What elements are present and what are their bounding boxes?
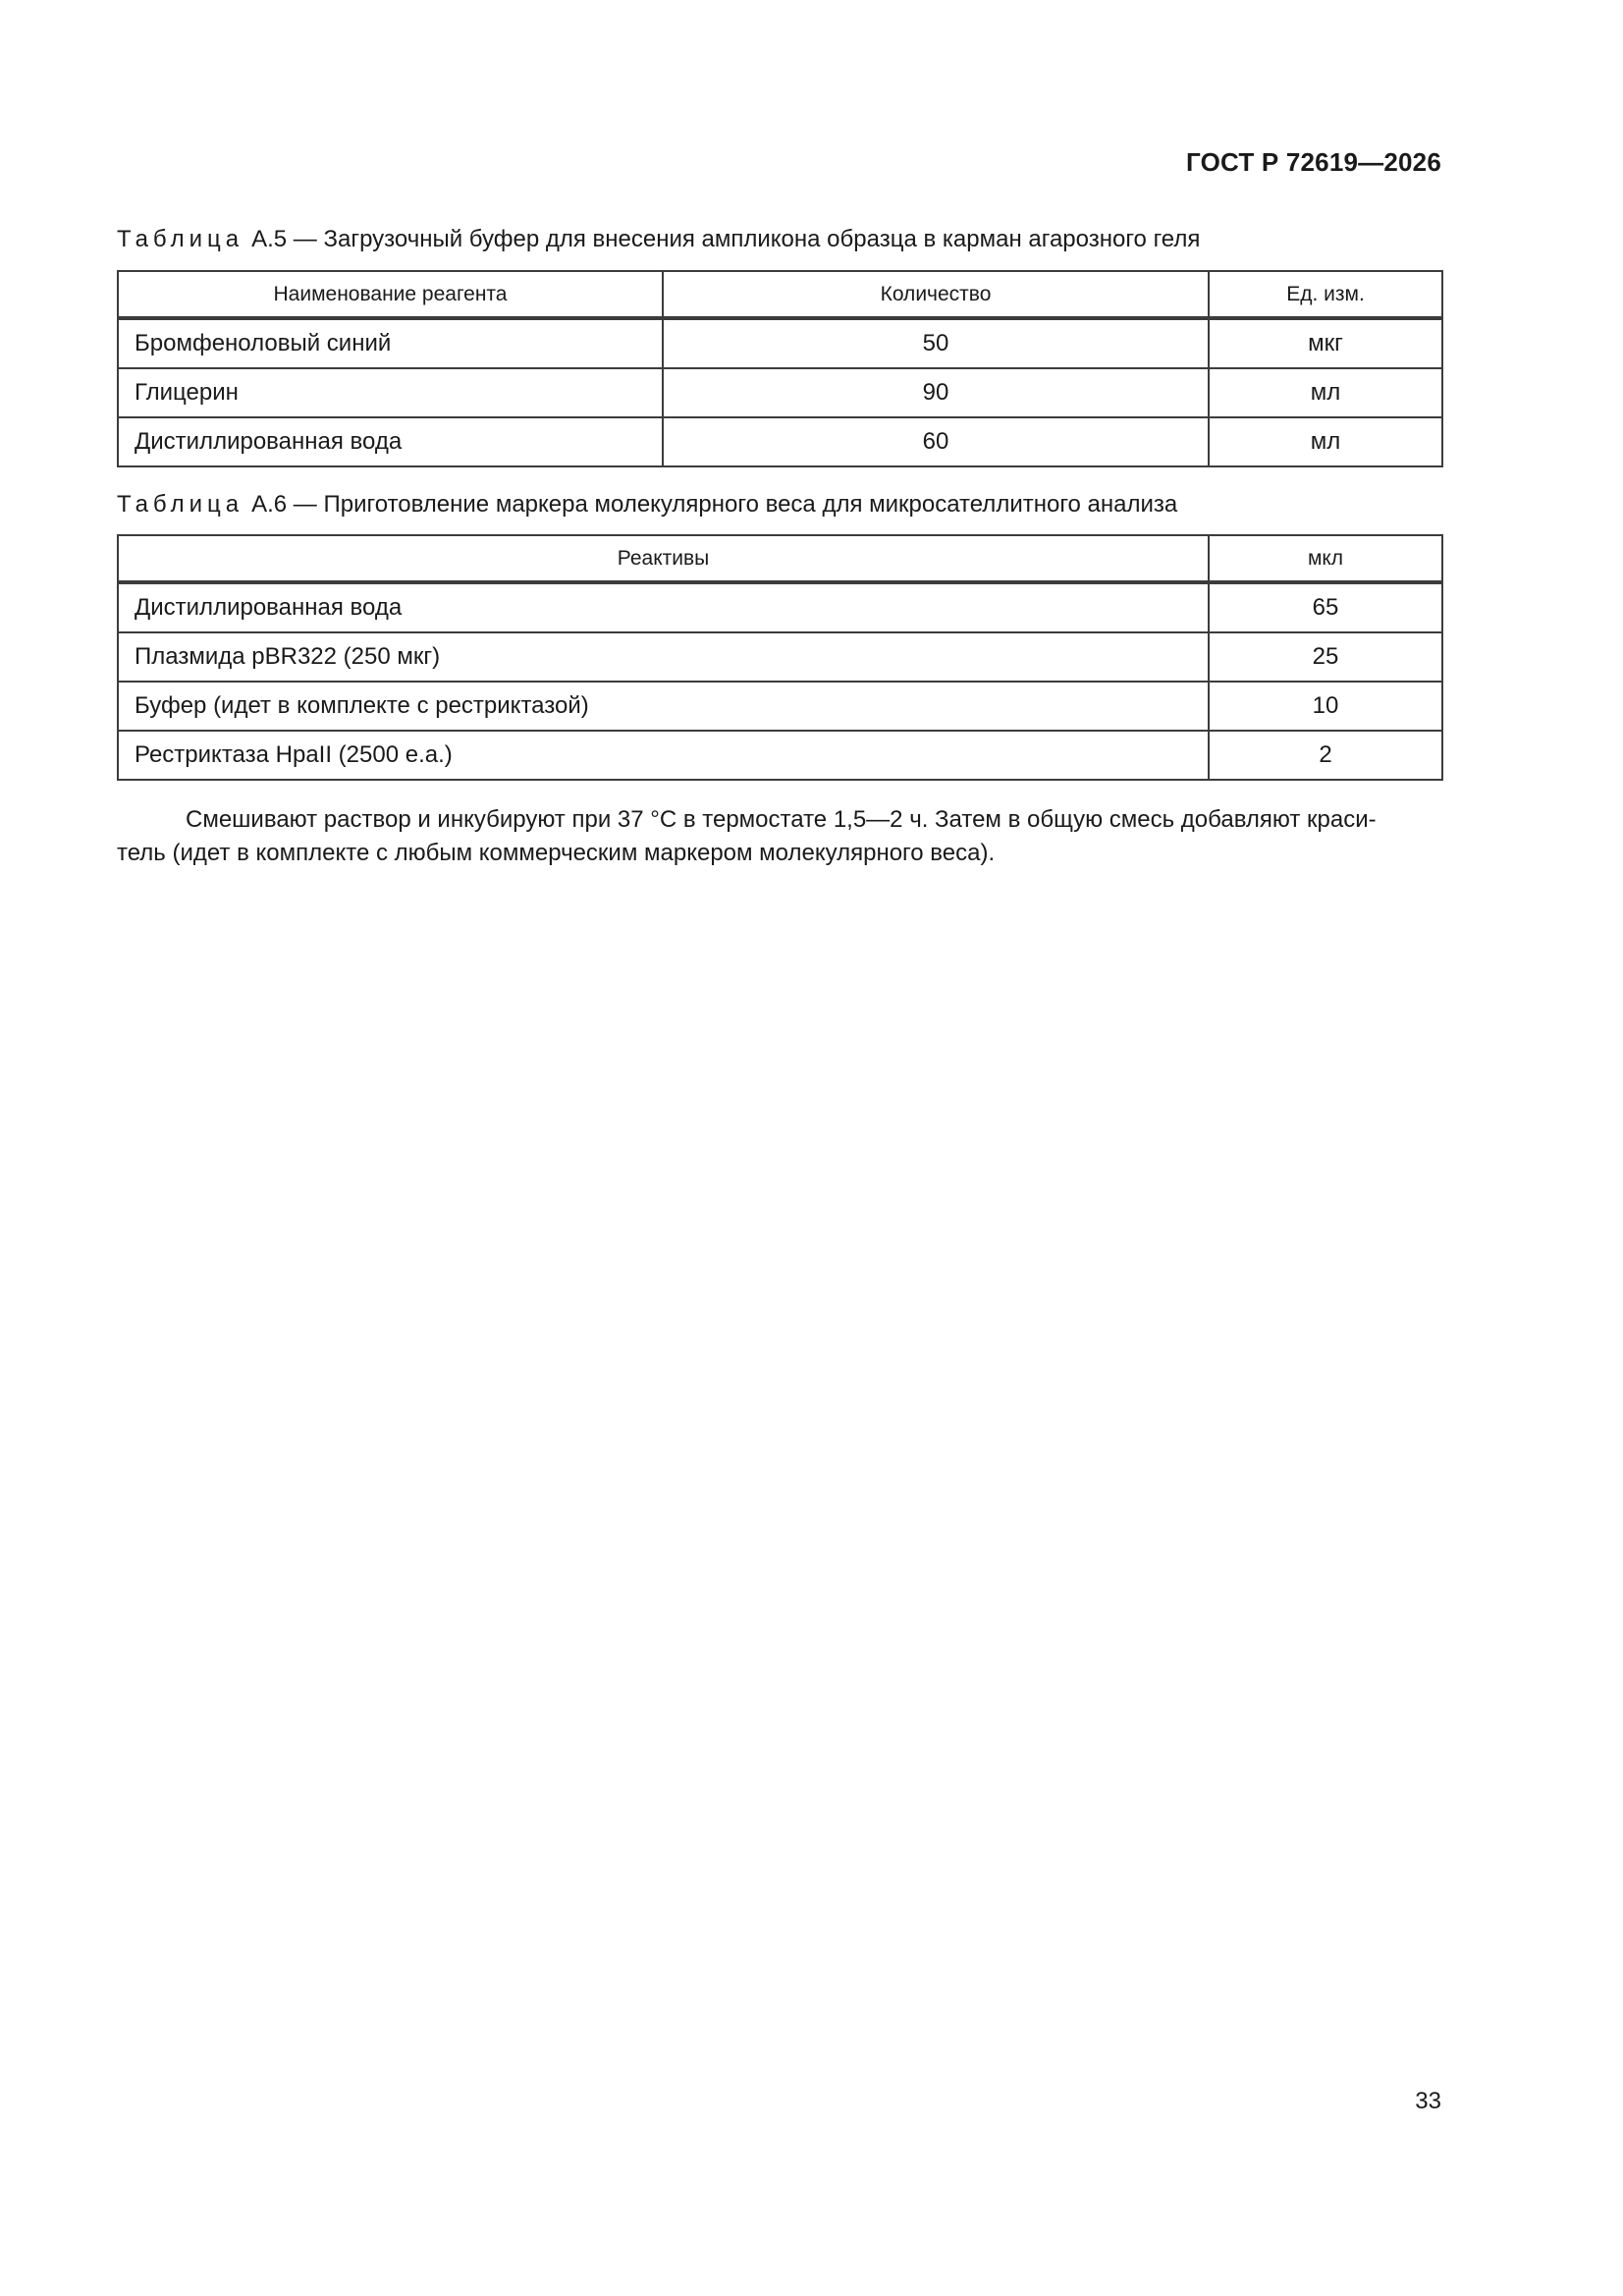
table-a5-header-cell: Количество: [663, 271, 1209, 318]
table-cell-quantity: 50: [663, 318, 1209, 368]
table-cell-quantity: 60: [663, 417, 1209, 466]
table-row: [118, 731, 1442, 780]
table-a5: [117, 270, 1443, 467]
table-cell-volume: 65: [1209, 582, 1442, 632]
table-a6-header-cell: Реактивы: [118, 535, 1209, 582]
table-row: [118, 318, 1442, 368]
paragraph-line: тель (идет в комплекте с любым коммерческим маркером молекулярного веса).: [117, 840, 996, 866]
table-a5-caption-word: Таблица: [117, 226, 244, 252]
table-cell-volume: 25: [1209, 632, 1442, 682]
table-cell-reagent: Бромфеноловый синий: [118, 318, 663, 368]
table-cell-volume: 2: [1209, 731, 1442, 780]
table-cell-reagent: Глицерин: [118, 368, 663, 417]
table-a6-caption-text: А.6 — Приготовление маркера молекулярного веса для микросателлитного анализа: [251, 491, 1178, 518]
table-a6-header-row: [118, 535, 1442, 582]
table-cell-unit: мл: [1209, 417, 1442, 466]
page-number: 33: [1415, 2088, 1441, 2114]
table-a6-header-cell: мкл: [1209, 535, 1442, 582]
table-cell-reagent: Рестриктаза HpaII (2500 е.а.): [118, 731, 1209, 780]
table-cell-reagent: Плазмида pBR322 (250 мкг): [118, 632, 1209, 682]
table-row: [118, 368, 1442, 417]
table-a5-header-cell: Наименование реагента: [118, 271, 663, 318]
table-row: [118, 682, 1442, 731]
table-cell-unit: мкг: [1209, 318, 1442, 368]
table-row: [118, 417, 1442, 466]
table-a6-caption-word: Таблица: [117, 491, 244, 518]
document-code: ГОСТ Р 72619—2026: [1186, 147, 1441, 177]
table-row: [118, 582, 1442, 632]
table-a5-header-row: [118, 271, 1442, 318]
table-a5-caption-text: А.5 — Загрузочный буфер для внесения ампликона образца в карман агарозного геля: [251, 226, 1201, 252]
table-cell-reagent: Буфер (идет в комплекте с рестриктазой): [118, 682, 1209, 731]
table-a6: [117, 534, 1443, 781]
table-a5-caption: [117, 226, 1200, 253]
table-cell-volume: 10: [1209, 682, 1442, 731]
table-row: [118, 632, 1442, 682]
table-cell-reagent: Дистиллированная вода: [118, 417, 663, 466]
table-a5-header-cell: Ед. изм.: [1209, 271, 1442, 318]
body-paragraph: [117, 803, 1441, 870]
paragraph-line: Смешивают раствор и инкубируют при 37 °C в термостате 1,5—2 ч. Затем в общую смесь добавляют краси-: [186, 806, 1377, 833]
table-cell-reagent: Дистиллированная вода: [118, 582, 1209, 632]
table-a6-caption: [117, 491, 1177, 519]
table-cell-unit: мл: [1209, 368, 1442, 417]
table-cell-quantity: 90: [663, 368, 1209, 417]
